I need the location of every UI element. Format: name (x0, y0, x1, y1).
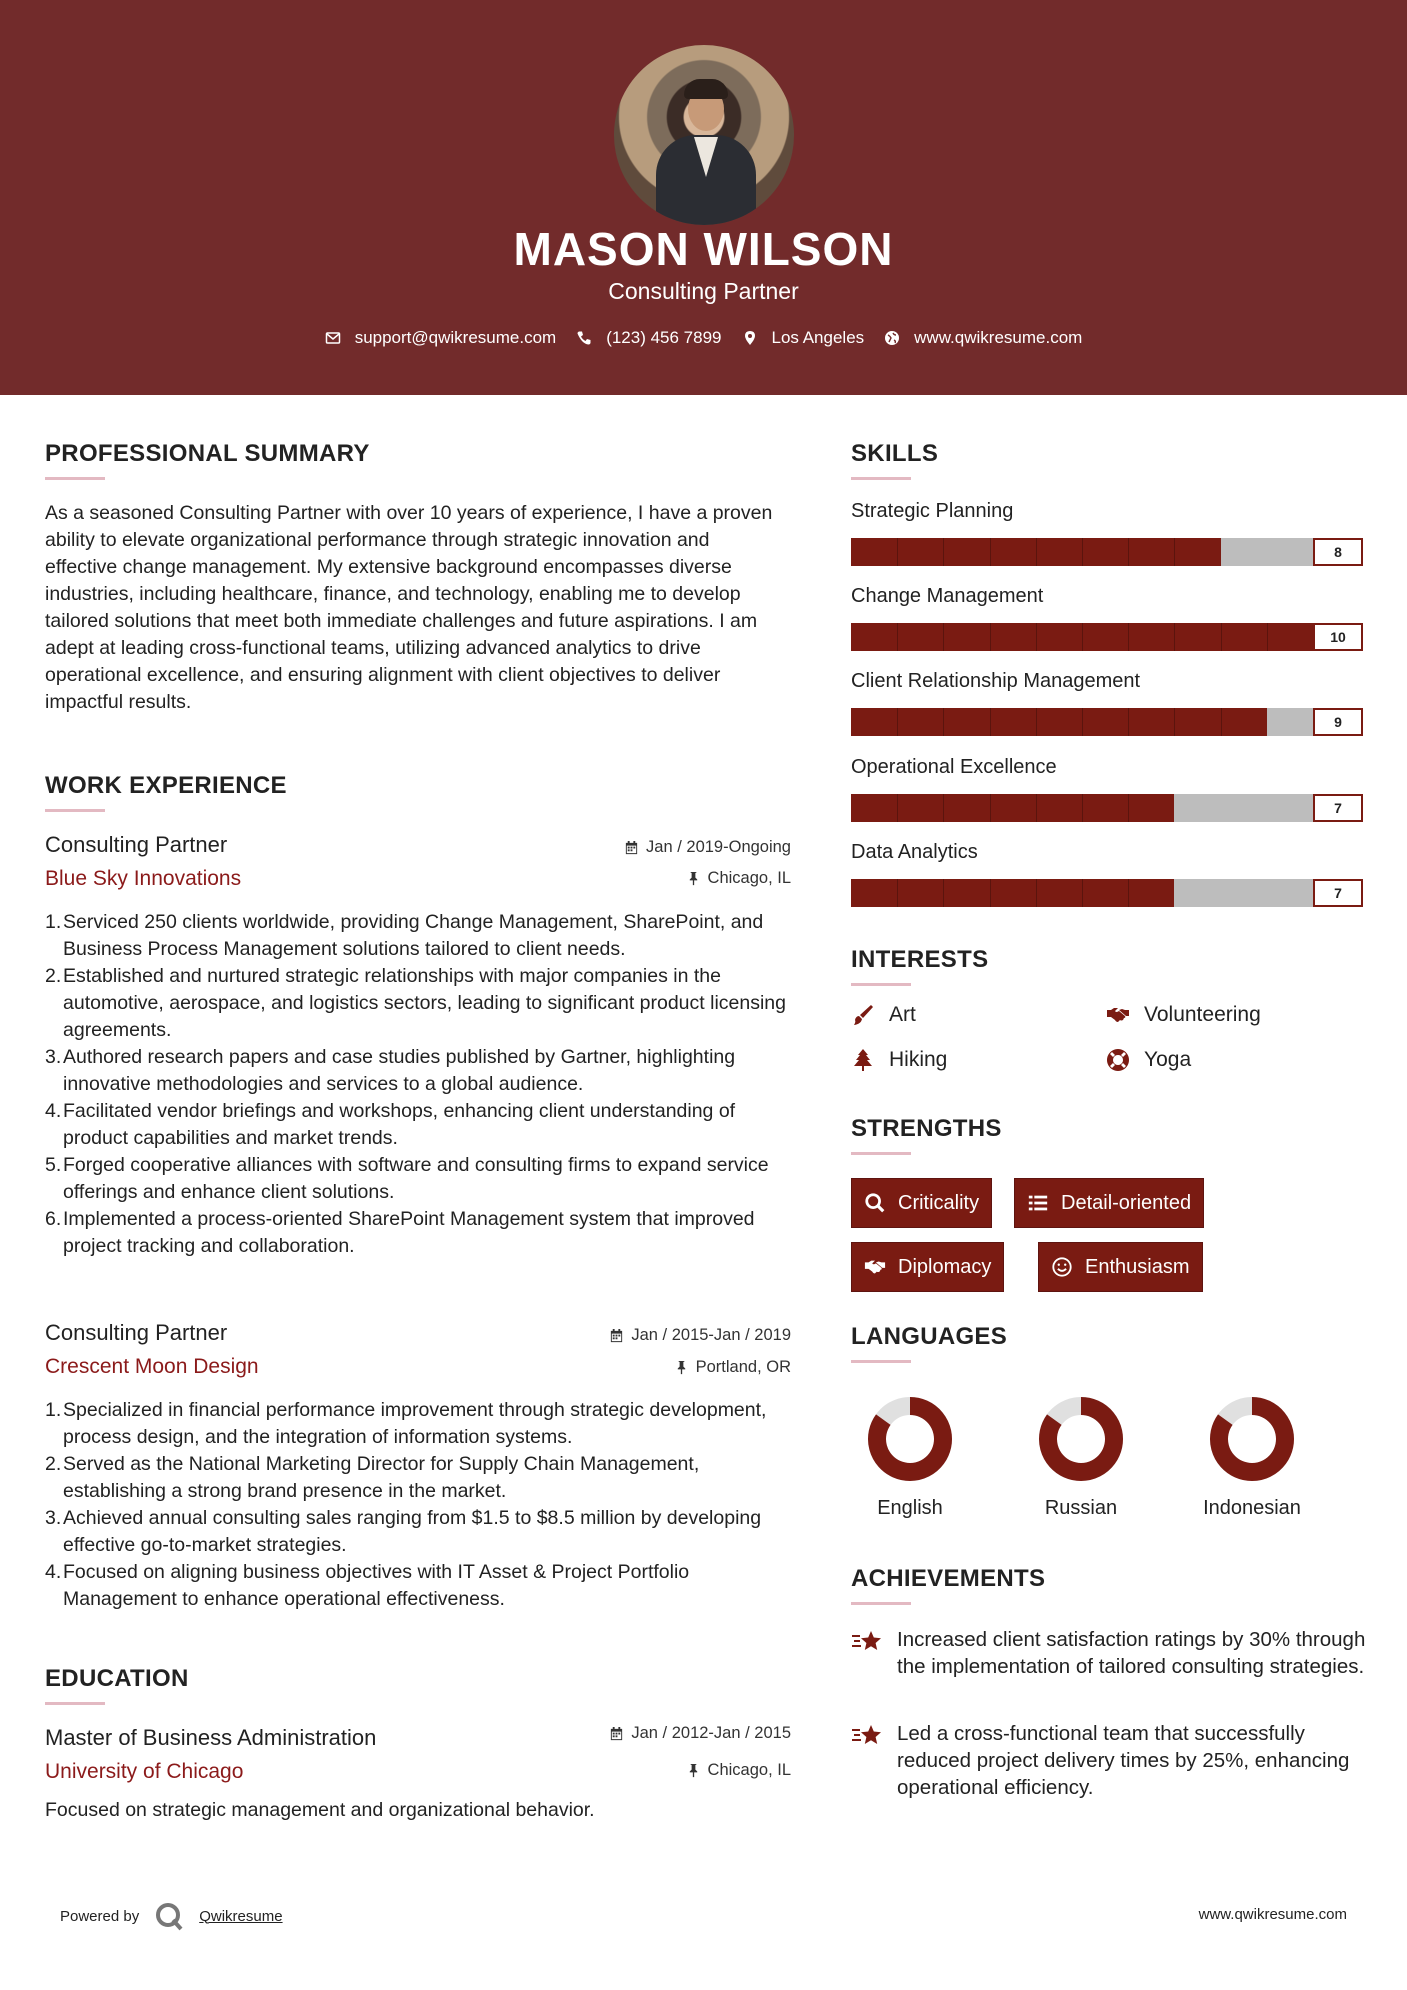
skill-bar-divider (1082, 623, 1083, 651)
achievements-heading: ACHIEVEMENTS (851, 1565, 1046, 1592)
strengths-underline (851, 1152, 911, 1155)
list-item: Specialized in financial performance improvement through strategic development, process design, and the integration of information systems. (63, 1399, 767, 1448)
degree-title: Master of Business Administration (45, 1725, 377, 1750)
calendar-icon (609, 1328, 624, 1343)
skill-bar-fill (851, 708, 1267, 736)
skill-bar-divider (1128, 708, 1129, 736)
skill-bar-divider (1036, 879, 1037, 907)
phone-icon (576, 330, 592, 346)
contact-location (742, 328, 865, 348)
list-item: Established and nurtured strategic relationships with major companies in the automotive, aerospace, and logistics sectors, leading to significant product licensing agreements. (63, 965, 786, 1041)
skill-bar-divider (1082, 879, 1083, 907)
education-date (609, 1724, 791, 1743)
achievement-item (851, 1626, 1371, 1680)
language-name: English (877, 1497, 943, 1519)
interest-item (851, 1003, 916, 1027)
pushpin-icon (686, 1763, 701, 1778)
interest-item (1106, 1003, 1261, 1027)
skill-bar-divider (1036, 708, 1037, 736)
list-item: Serviced 250 clients worldwide, providing Change Management, SharePoint, and Business Process Management solutions tailored to client needs. (63, 911, 764, 960)
school-name: University of Chicago (45, 1760, 244, 1783)
skill-name: Client Relationship Management (851, 670, 1141, 692)
skill-bar-divider (897, 538, 898, 566)
languages-underline (851, 1360, 911, 1363)
contact-bar (0, 328, 1407, 348)
education-description: Focused on strategic management and organizational behavior. (45, 1799, 595, 1821)
globe-icon (884, 330, 900, 346)
strength-tag (851, 1178, 992, 1228)
strength-label: Detail-oriented (1061, 1191, 1192, 1214)
skill-bar (851, 794, 1313, 822)
list-item: Focused on aligning business objectives with IT Asset & Project Portfolio Management to enhance operational effectiveness. (63, 1561, 690, 1610)
job-date-text: Jan / 2019-Ongoing (646, 838, 791, 856)
map-pin-icon (742, 330, 758, 346)
smile-icon (1051, 1256, 1073, 1278)
interest-item (851, 1048, 947, 1072)
list-icon (1027, 1192, 1049, 1214)
list-item: Facilitated vendor briefings and workshops, enhancing client understanding of product capabilities and market trends. (63, 1100, 736, 1149)
experience-heading: WORK EXPERIENCE (45, 772, 287, 799)
skill-bar-divider (990, 538, 991, 566)
pushpin-icon (674, 1360, 689, 1375)
skill-score: 10 (1313, 623, 1363, 651)
skill-bar-divider (1174, 623, 1175, 651)
interest-label: Art (889, 1003, 916, 1026)
strength-label: Diplomacy (898, 1255, 992, 1278)
contact-website[interactable] (884, 328, 1082, 348)
contact-website-text: www.qwikresume.com (914, 328, 1083, 347)
skill-bar-divider (897, 708, 898, 736)
pushpin-icon (686, 871, 701, 886)
interest-item (1106, 1048, 1191, 1072)
language-item (1177, 1395, 1327, 1520)
summary-heading: PROFESSIONAL SUMMARY (45, 440, 370, 467)
interest-label: Hiking (889, 1048, 948, 1071)
skill-bar-divider (943, 623, 944, 651)
skill-bar (851, 708, 1313, 736)
skill-bar-divider (990, 794, 991, 822)
skill-bar-divider (1082, 708, 1083, 736)
strength-tag (1038, 1242, 1203, 1292)
achievements-underline (851, 1602, 911, 1605)
job-location (686, 869, 791, 888)
skill-bar (851, 879, 1313, 907)
summary-text: As a seasoned Consulting Partner with over 10 years of experience, I have a proven ability to elevate organizational performance through strategic innovation and effective change management. My extensive background encompasses diverse industries, including healthcare, finance, and technology, enabling me to develop tailored solutions that meet both immediate challenges and future aspirations. I am adept at leading cross-functional teams, utilizing advanced analytics to drive operational excellence, and ensuring alignment with client objectives to deliver impactful results. (45, 502, 773, 713)
language-item (835, 1395, 985, 1520)
contact-phone[interactable] (576, 328, 721, 348)
skill-bar-divider (1128, 538, 1129, 566)
job-company: Crescent Moon Design (45, 1355, 259, 1378)
calendar-icon (624, 840, 639, 855)
skill-bar-divider (1128, 879, 1129, 907)
experience-underline (45, 809, 105, 812)
qwikresume-link[interactable]: Qwikresume (199, 1907, 283, 1925)
candidate-name: MASON WILSON (513, 223, 894, 275)
summary-underline (45, 477, 105, 480)
skill-score: 7 (1313, 794, 1363, 822)
education-underline (45, 1702, 105, 1705)
skill-bar-fill (851, 879, 1174, 907)
footer-powered (60, 1900, 283, 1932)
contact-location-text: Los Angeles (771, 328, 865, 347)
interest-label: Volunteering (1144, 1003, 1261, 1026)
job-date (624, 838, 791, 857)
achievement-text: Increased client satisfaction ratings by 30% through the implementation of tailored consulting strategies. (897, 1628, 1366, 1678)
job-title: Consulting Partner (45, 1320, 228, 1345)
job-date-text: Jan / 2015-Jan / 2019 (631, 1326, 791, 1344)
skill-bar-divider (1036, 538, 1037, 566)
skills-underline (851, 477, 911, 480)
strength-label: Enthusiasm (1085, 1255, 1190, 1278)
skill-name: Change Management (851, 585, 1044, 607)
job-company: Blue Sky Innovations (45, 867, 242, 890)
language-name: Indonesian (1203, 1497, 1301, 1519)
skill-bar-divider (943, 794, 944, 822)
envelope-icon (325, 330, 341, 346)
strengths-heading: STRENGTHS (851, 1115, 1002, 1142)
job-title: Consulting Partner (45, 832, 228, 857)
skills-heading: SKILLS (851, 440, 939, 467)
education-location-text: Chicago, IL (707, 1761, 791, 1779)
skill-score: 9 (1313, 708, 1363, 736)
language-donut (1037, 1395, 1125, 1483)
qwikresume-logo (153, 1900, 185, 1932)
contact-email[interactable] (325, 328, 557, 348)
education-date-text: Jan / 2012-Jan / 2015 (631, 1724, 791, 1742)
skill-bar-divider (990, 623, 991, 651)
skill-score: 7 (1313, 879, 1363, 907)
language-item (1006, 1395, 1156, 1520)
skill-bar-fill (851, 794, 1174, 822)
skill-bar-divider (943, 879, 944, 907)
strength-tag (1014, 1178, 1204, 1228)
footer-site[interactable]: www.qwikresume.com (1198, 1906, 1347, 1923)
strength-tag (851, 1242, 1004, 1292)
skill-bar-divider (1174, 538, 1175, 566)
contact-phone-text: (123) 456 7899 (606, 328, 722, 347)
job-duties (45, 1397, 795, 1613)
skill-bar-divider (1174, 708, 1175, 736)
skill-bar-fill (851, 538, 1221, 566)
interests-underline (851, 983, 911, 986)
handshake-icon (1106, 1003, 1130, 1027)
language-donut (866, 1395, 954, 1483)
languages-heading: LANGUAGES (851, 1323, 1008, 1350)
calendar-icon (609, 1726, 624, 1741)
skill-bar-divider (1267, 623, 1268, 651)
language-donut (1208, 1395, 1296, 1483)
job-duties (45, 909, 795, 1260)
powered-by-label: Powered by (60, 1907, 140, 1925)
skill-bar-divider (1082, 538, 1083, 566)
skill-name: Operational Excellence (851, 756, 1057, 778)
tree-icon (851, 1048, 875, 1072)
interests-heading: INTERESTS (851, 946, 989, 973)
skill-bar-divider (1036, 623, 1037, 651)
handshake-icon (864, 1256, 886, 1278)
job-location-text: Portland, OR (695, 1358, 791, 1376)
achievement-item (851, 1720, 1371, 1801)
skill-bar-divider (1128, 623, 1129, 651)
language-name: Russian (1044, 1497, 1118, 1519)
profile-photo (614, 45, 794, 225)
achievement-text: Led a cross-functional team that successfully reduced project delivery times by 25%, enhancing operational efficiency. (897, 1722, 1350, 1799)
education-heading: EDUCATION (45, 1665, 189, 1692)
shooting-star-icon (851, 1722, 883, 1750)
paintbrush-icon (851, 1003, 875, 1027)
skill-bar-divider (943, 538, 944, 566)
skill-bar (851, 538, 1313, 566)
skill-bar-divider (1036, 794, 1037, 822)
interest-label: Yoga (1144, 1048, 1192, 1071)
skill-bar-divider (1128, 794, 1129, 822)
lifering-icon (1106, 1048, 1130, 1072)
skill-bar-divider (897, 623, 898, 651)
list-item: Achieved annual consulting sales ranging from $1.5 to $8.5 million by developing effective go-to-market strategies. (63, 1507, 762, 1556)
skill-name: Data Analytics (851, 841, 978, 863)
skill-bar-fill (851, 623, 1313, 651)
shooting-star-icon (851, 1628, 883, 1656)
list-item: Forged cooperative alliances with software and consulting firms to expand service offerings and enhance client solutions. (63, 1154, 769, 1203)
skill-name: Strategic Planning (851, 500, 1014, 522)
list-item: Served as the National Marketing Director for Supply Chain Management, establishing a strong brand presence in the market. (63, 1453, 700, 1502)
list-item: Implemented a process-oriented SharePoint Management system that improved project tracking and collaboration. (63, 1208, 755, 1257)
skill-bar-divider (1221, 623, 1222, 651)
skill-score: 8 (1313, 538, 1363, 566)
strength-label: Criticality (898, 1191, 980, 1214)
resume-header (0, 0, 1407, 395)
search-icon (864, 1192, 886, 1214)
contact-email-text: support@qwikresume.com (354, 328, 557, 347)
skill-bar-divider (897, 794, 898, 822)
list-item: Authored research papers and case studies published by Gartner, highlighting innovative methodologies and services to a global audience. (63, 1046, 736, 1095)
skill-bar-divider (897, 879, 898, 907)
job-location-text: Chicago, IL (707, 869, 791, 887)
skill-bar (851, 623, 1313, 651)
job-location (674, 1358, 791, 1377)
education-location (686, 1761, 791, 1780)
skill-bar-divider (990, 879, 991, 907)
skill-bar-divider (943, 708, 944, 736)
skill-bar-divider (990, 708, 991, 736)
skill-bar-divider (1082, 794, 1083, 822)
candidate-title: Consulting Partner (608, 278, 799, 304)
skill-bar-divider (1221, 708, 1222, 736)
job-date (609, 1326, 791, 1345)
